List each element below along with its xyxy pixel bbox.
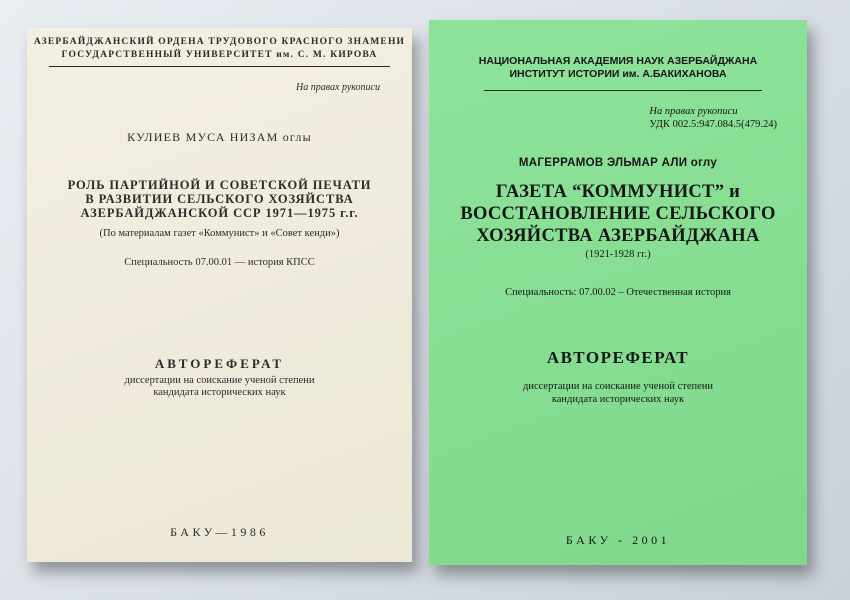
dissertation-title	[429, 181, 807, 247]
years-range: (1921-1928 гг.)	[585, 249, 651, 260]
abstract-label: АВТОРЕФЕРАТ	[546, 348, 690, 367]
institution-line: ГОСУДАРСТВЕННЫЙ УНИВЕРСИТЕТ им. С. М. КИРОВА	[61, 50, 378, 60]
institution-header	[429, 55, 807, 81]
udc-code: УДК 002.5:947.084.5(479.24)	[649, 119, 777, 130]
institution-line: ИНСТИТУТ ИСТОРИИ им. А.БАКИХАНОВА	[509, 68, 727, 80]
dissertation-title	[27, 178, 412, 220]
header-divider	[484, 90, 762, 91]
institution-header	[27, 36, 412, 62]
title-line: В РАЗВИТИИ СЕЛЬСКОГО ХОЗЯЙСТВА	[85, 192, 354, 206]
left-abstract-cover	[27, 28, 412, 562]
title-line: ВОССТАНОВЛЕНИЕ СЕЛЬСКОГО	[460, 204, 776, 224]
abstract-label: АВТОРЕФЕРАТ	[154, 356, 285, 371]
header-divider	[49, 66, 390, 67]
specialty: Специальность 07.00.01 — история КПСС	[124, 257, 315, 268]
subtitle: (По материалам газет «Коммунист» и «Совет кенди»)	[99, 228, 340, 239]
title-line: ХОЗЯЙСТВА АЗЕРБАЙДЖАНА	[476, 226, 760, 246]
degree-line: диссертации на соискание ученой степени	[124, 375, 315, 386]
rights-note: На правах рукописи	[649, 106, 738, 117]
city-year: БАКУ—1986	[170, 525, 269, 539]
degree-description	[429, 380, 807, 406]
degree-line: кандидата исторических наук	[551, 394, 685, 405]
title-line: РОЛЬ ПАРТИЙНОЙ И СОВЕТСКОЙ ПЕЧАТИ	[67, 178, 372, 192]
author-name: КУЛИЕВ МУСА НИЗАМ оглы	[127, 130, 312, 144]
rights-note: На правах рукописи	[296, 82, 380, 93]
title-line: АЗЕРБАЙДЖАНСКОЙ ССР 1971—1975 г.г.	[80, 206, 359, 220]
institution-line: НАЦИОНАЛЬНАЯ АКАДЕМИЯ НАУК АЗЕРБАЙДЖАНА	[478, 55, 758, 67]
title-line: ГАЗЕТА “КОММУНИСТ” и	[495, 182, 741, 202]
degree-line: диссертации на соискание ученой степени	[523, 381, 713, 392]
rights-block	[649, 105, 777, 131]
institution-line: АЗЕРБАЙДЖАНСКИЙ ОРДЕНА ТРУДОВОГО КРАСНОГО ЗНАМЕНИ	[33, 37, 406, 47]
author-name: МАГЕРРАМОВ ЭЛЬМАР АЛИ оглу	[518, 157, 718, 169]
city-year: БАКУ - 2001	[565, 533, 671, 547]
degree-description	[27, 375, 412, 399]
degree-line: кандидата исторических наук	[153, 387, 286, 398]
specialty: Специальность: 07.00.02 – Отечественная история	[505, 287, 731, 298]
right-abstract-cover	[429, 20, 807, 565]
